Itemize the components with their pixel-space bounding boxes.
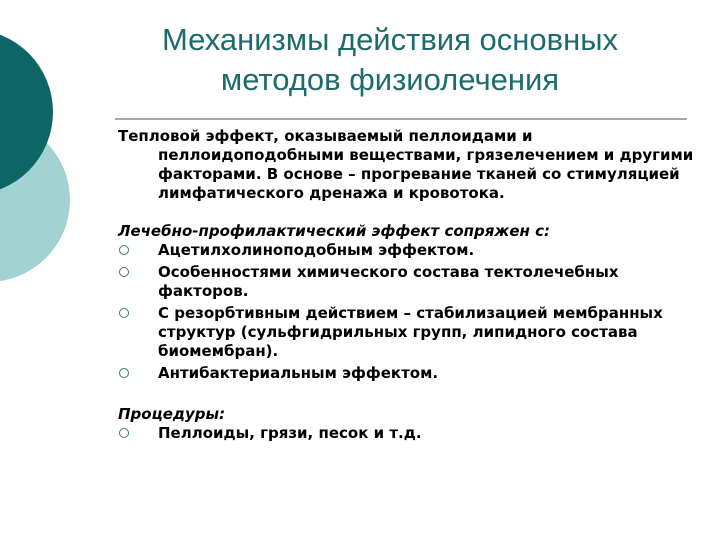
title-line-1: Механизмы действия основных [162, 22, 618, 57]
list-item-text: С резорбтивным действием – стабилизацией мембранных структур (сульфгидрильных групп, липидного состава биомембран). [158, 304, 663, 360]
title-line-2: методов физиолечения [220, 62, 560, 97]
hollow-circle-bullet-icon [119, 368, 129, 378]
intro-paragraph: Тепловой эффект, оказываемый пеллоидами и пеллоидоподобными веществами, грязелечением и другими факторами. В основе – прогревание тканей со стимуляцией лимфатического дренажа и кровотока. [118, 127, 694, 202]
list-item-text: Пеллоиды, грязи, песок и т.д. [158, 424, 422, 442]
hollow-circle-bullet-icon [119, 267, 129, 277]
list-item [118, 263, 698, 301]
list-item [118, 241, 698, 260]
list-item [118, 304, 698, 361]
procedures-heading: Процедуры: [118, 405, 226, 423]
list-item-text: Антибактериальным эффектом. [158, 364, 439, 382]
decorative-circles [0, 0, 120, 300]
effects-heading: Лечебно-профилактический эффект сопряжен с: [118, 222, 550, 240]
slide-title [120, 20, 660, 100]
title-divider [115, 118, 687, 120]
list-item [118, 424, 698, 443]
hollow-circle-bullet-icon [119, 428, 129, 438]
slide-body [118, 127, 698, 446]
hollow-circle-bullet-icon [119, 245, 129, 255]
hollow-circle-bullet-icon [119, 308, 129, 318]
list-item-text: Ацетилхолиноподобным эффектом. [158, 241, 475, 259]
list-item [118, 364, 698, 383]
list-item-text: Особенностями химического состава тектолечебных факторов. [158, 263, 619, 300]
